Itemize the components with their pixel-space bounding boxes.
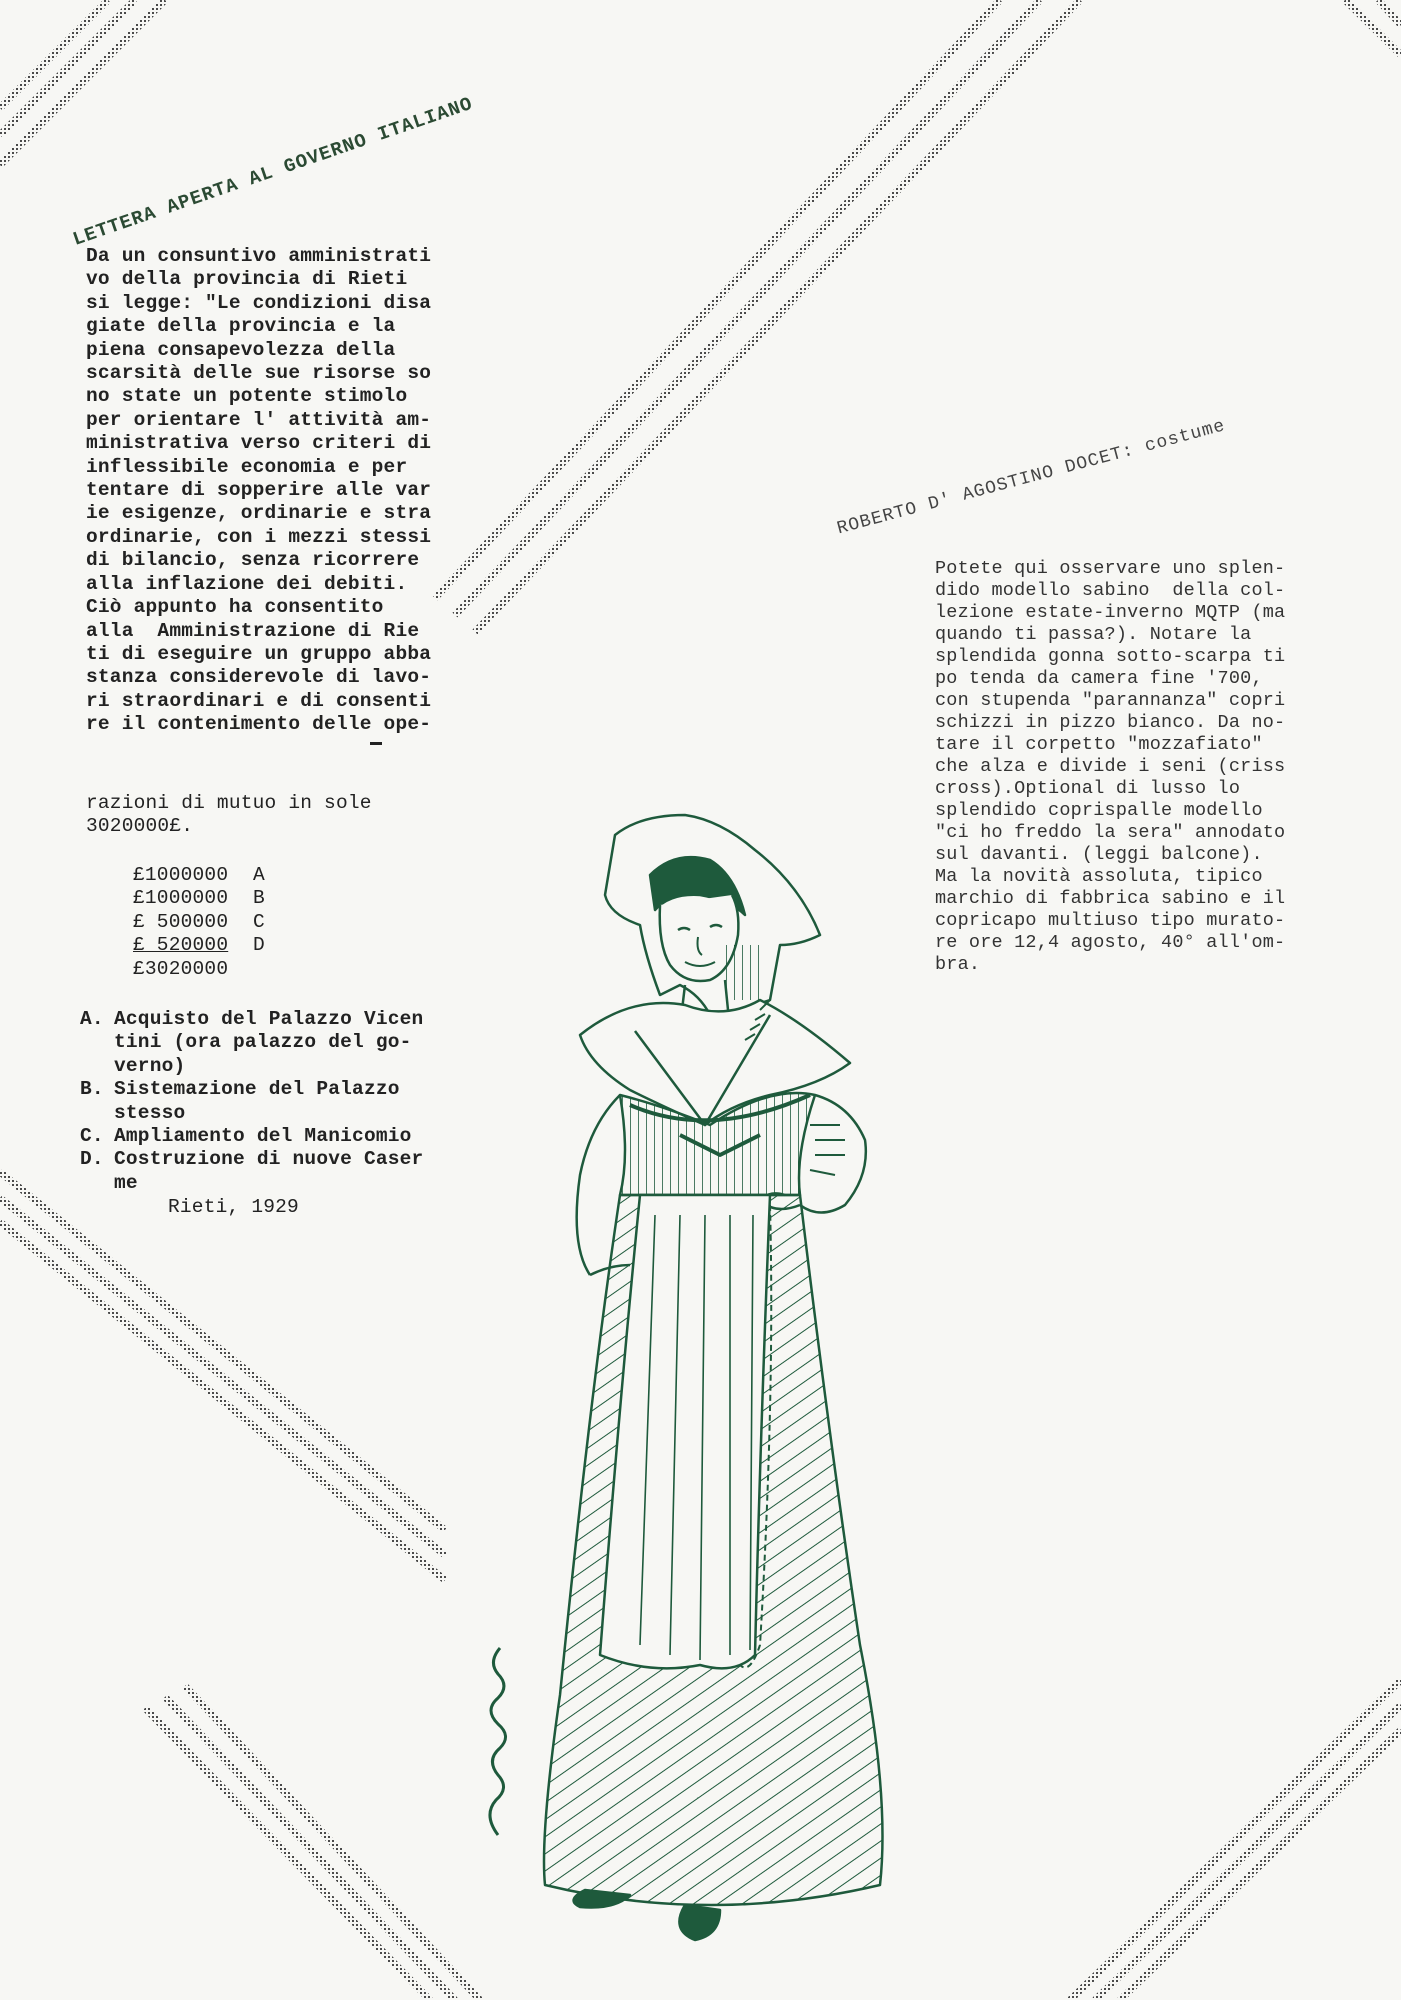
letter-line: di bilancio, senza ricorrere [86,549,420,572]
sum-amount: £1000000 [133,887,229,910]
expense-legend [80,1008,423,1195]
letter-line: ministrativa verso criteri di [86,432,432,455]
letter-line: razioni di mutuo in sole [86,792,372,814]
legend-item [80,1125,423,1148]
legend-text: Sistemazione del Palazzo stesso [114,1078,400,1124]
letter-line: re il contenimento delle ope- [86,713,432,736]
legend-letter: B. [80,1078,104,1101]
legend-letter: C. [80,1125,104,1148]
letter-line: no state un potente stimolo [86,385,408,408]
legend-item [80,1008,423,1078]
letter-line: Ciò appunto ha consentito [86,596,384,619]
costume-line: che alza e divide i seni (criss [935,756,1286,777]
sum-row [133,887,265,910]
legend-letter: A. [80,1008,104,1030]
letter-line: alla Amministrazione di Rie [86,619,420,642]
letter-line: ti di eseguire un gruppo abba [86,642,432,665]
sum-amount: £ 520000 [133,934,229,957]
costume-figure-illustration [470,795,940,1985]
sum-letter: A [253,864,265,886]
letter-line: Da un consuntivo amministrati [86,245,432,267]
sum-row [133,864,265,887]
letter-body [86,245,431,737]
letter-continued [86,792,372,839]
continuation-dash [370,742,382,745]
artist-signature-icon [478,1640,518,1840]
letter-line: stanza considerevole di lavo- [86,666,432,689]
legend-item [80,1148,423,1195]
sum-amount: £ 500000 [133,910,229,933]
letter-line: per orientare l' attività am- [86,408,432,431]
letter-line: giate della provincia e la [86,315,396,338]
costume-line: Potete qui osservare uno splen- [935,558,1286,579]
letter-line: scarsità delle sue risorse so [86,362,432,385]
sum-letter: B [253,887,265,910]
costume-line: lezione estate-inverno MQTP (ma [935,602,1286,623]
letter-line: piena consapevolezza della [86,338,396,361]
legend-text: Costruzione di nuove Caser me [114,1148,424,1194]
sum-amount: £1000000 [133,864,229,886]
costume-line: quando ti passa?). Notare la [935,624,1252,645]
letter-line: ie esigenze, ordinarie e stra [86,502,432,525]
legend-text: Ampliamento del Manicomio [114,1125,412,1148]
costume-line: tare il corpetto "mozzafiato" [935,734,1263,755]
sum-total-row [133,958,265,981]
legend-letter: D. [80,1148,104,1171]
letter-line: alla inflazione dei debiti. [86,572,408,595]
sum-letter: D [253,934,265,957]
costume-line: con stupenda "parannanza" copri [935,690,1286,711]
costume-line: po tenda da camera fine '700, [935,668,1263,689]
costume-line: schizzi in pizzo bianco. Da no- [935,712,1286,733]
costume-description [935,558,1285,976]
costume-line: sul davanti. (leggi balcone). [935,844,1263,865]
legend-item [80,1078,423,1125]
costume-line: dido modello sabino della col- [935,580,1286,601]
costume-line: cross).Optional di lusso lo [935,778,1241,799]
letter-line: ri straordinari e di consenti [86,689,432,712]
sum-total: £3020000 [133,957,229,980]
costume-title: ROBERTO D' AGOSTINO DOCET: costume [835,416,1228,540]
letter-line: tentare di sopperire alle var [86,479,432,502]
costume-line: Ma la novità assoluta, tipico [935,866,1263,887]
sum-row [133,911,265,934]
sum-list [133,864,265,981]
letter-line: vo della provincia di Rieti [86,268,408,291]
letter-line: si legge: "Le condizioni disa [86,291,432,314]
costume-line: splendida gonna sotto-scarpa ti [935,646,1286,667]
sum-row [133,934,265,957]
costume-line: marchio di fabbrica sabino e il [935,888,1286,909]
costume-line: bra. [935,954,981,975]
place-date: Rieti, 1929 [168,1196,299,1218]
costume-line: copricapo multiuso tipo murato- [935,910,1286,931]
costume-line: "ci ho freddo la sera" annodato [935,822,1286,843]
letter-line: ordinarie, con i mezzi stessi [86,525,432,548]
legend-text: Acquisto del Palazzo Vicen tini (ora palazzo del go- verno) [114,1008,424,1077]
letter-line: 3020000£. [86,815,194,838]
sum-letter: C [253,910,265,933]
letter-title: LETTERA APERTA AL GOVERNO ITALIANO [70,92,476,251]
costume-line: splendido coprispalle modello [935,800,1263,821]
costume-line: re ore 12,4 agosto, 40° all'om- [935,932,1286,953]
letter-line: inflessibile economia e per [86,455,408,478]
